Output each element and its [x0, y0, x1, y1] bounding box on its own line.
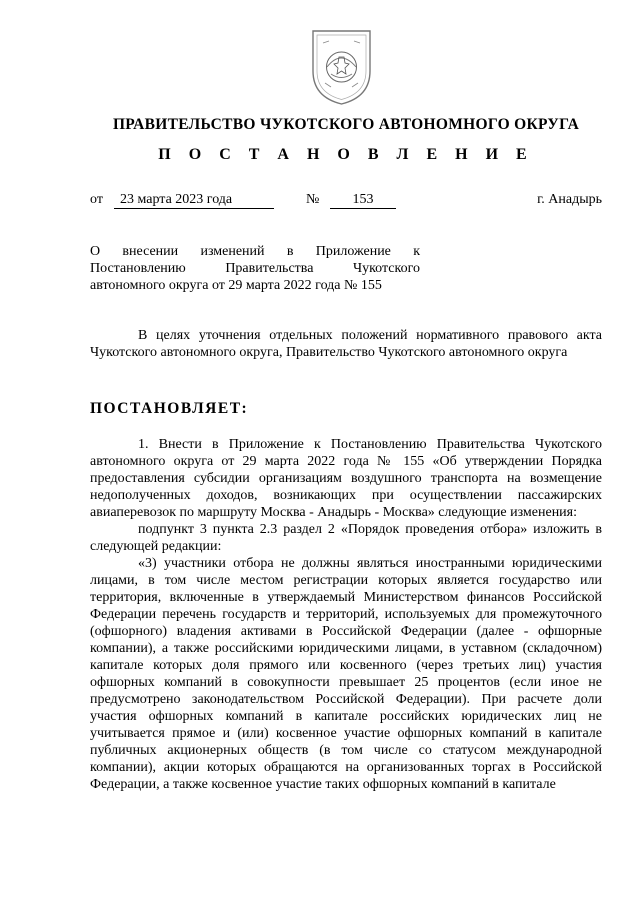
document-type-title: П О С Т А Н О В Л Е Н И Е	[158, 146, 534, 163]
resolves-heading: ПОСТАНОВЛЯЕТ:	[90, 400, 249, 417]
subject-line: автономного округа от 29 марта 2022 года № 155	[90, 278, 382, 293]
decree-meta-row	[90, 192, 602, 212]
decree-body	[90, 436, 602, 793]
decree-number: 153	[330, 192, 396, 209]
decree-date: 23 марта 2023 года	[114, 192, 274, 209]
decree-subject	[90, 243, 420, 294]
number-label: №	[306, 192, 320, 207]
government-title: ПРАВИТЕЛЬСТВО ЧУКОТСКОГО АВТОНОМНОГО ОКРУГА	[112, 116, 580, 133]
coat-of-arms-icon	[309, 27, 374, 107]
city: г. Анадырь	[537, 192, 602, 207]
body-paragraph-2: подпункт 3 пункта 2.3 раздел 2 «Порядок проведения отбора» изложить в следующей редакции:	[90, 522, 602, 554]
preamble: В целях уточнения отдельных положений нормативного правового акта Чукотского автономного округа, Правительство Чукотского автономного округа	[90, 328, 602, 360]
subject-line: О внесении изменений в Приложение к	[90, 244, 420, 259]
body-paragraph-1: 1. Внести в Приложение к Постановлению Правительства Чукотского автономного округа от 29 марта 2022 года № 155 «Об утверждении Порядка предоставления субсидии организациям воздушного транспорта на возмещение недополученных доходов, возникающих при осуществлении пассажирских авиаперевозок по маршруту Москва - Анадырь - Москва» следующие изменения:	[90, 437, 602, 520]
subject-line: Постановлению Правительства Чукотского	[90, 261, 420, 276]
from-label: от	[90, 192, 103, 207]
body-paragraph-3: «3) участники отбора не должны являться иностранными юридическими лицами, в том числе местом регистрации которых является государство или территория, включенные в утверждаемый Министерством финансов Российской Федерации перечень государств и территорий, используемых для промежуточного (офшорного) владения активами в Российской Федерации (далее - офшорные компании), а также российскими юридическими лицами, в уставном (складочном) капитале которых доля прямого или косвенного (через третьих лиц) участия офшорных компаний в совокупности превышает 25 процентов (если иное не предусмотрено законодательством Российской Федерации). При расчете доли участия офшорных компаний в капитале российских юридических лиц не учитывается прямое и (или) косвенное участие офшорных компаний в капитале публичных акционерных обществ (в том числе со статусом международной компании), акции которых обращаются на организованных торгах в Российской Федерации, а также косвенное участие таких офшорных компаний в капитале	[90, 556, 602, 792]
